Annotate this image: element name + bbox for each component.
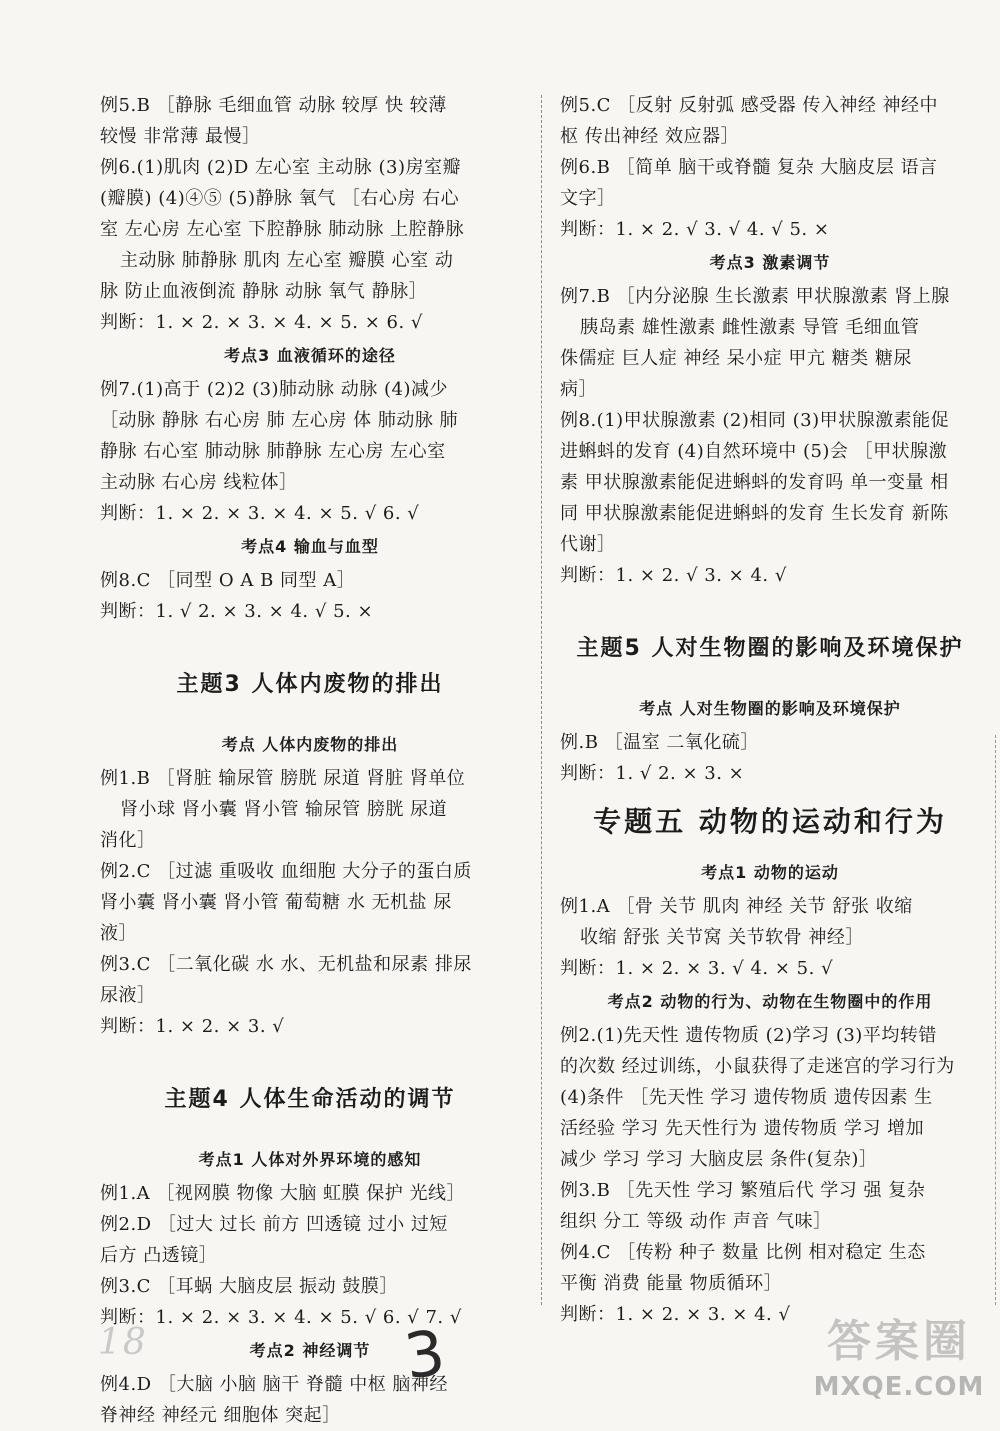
answer-line: 肾小囊 肾小囊 肾小管 葡萄糖 水 无机盐 尿: [100, 892, 452, 913]
answer-line: 例1.A ［骨 关节 肌肉 神经 关节 舒张 收缩: [560, 896, 913, 917]
answer-line: 脊神经 神经元 细胞体 突起］: [100, 1405, 341, 1426]
answer-line: 平衡 消费 能量 物质循环］: [560, 1273, 783, 1294]
right-column: [560, 90, 980, 1330]
answer-line: ［动脉 静脉 右心房 肺 左心房 体 肺动脉 肺: [100, 410, 459, 431]
answer-line: 例6.(1)肌肉 (2)D 左心室 主动脉 (3)房室瓣: [100, 157, 461, 178]
answer-line: 组织 分工 等级 动作 声音 气味］: [560, 1211, 832, 1232]
answer-line: 判断：1. × 2. × 3. × 4. × 5. √ 6. √: [100, 503, 420, 524]
page-number: 18: [98, 1322, 148, 1363]
answer-line: 判断：1. × 2. × 3. × 4. √: [560, 1304, 791, 1325]
answer-line: 例7.(1)高于 (2)2 (3)肺动脉 动脉 (4)减少: [100, 379, 448, 400]
section-gap: [100, 627, 520, 643]
answer-line: 文字］: [560, 188, 616, 209]
watermark-logo: [804, 1312, 994, 1412]
topic-heading: 专题五 动物的运动和行为: [593, 805, 947, 838]
handwritten-mark: 3: [400, 1315, 450, 1394]
answer-line: 判断：1. × 2. √ 3. × 4. √: [560, 565, 787, 586]
answer-line: 判断：1. × 2. √ 3. √ 4. √ 5. ×: [560, 219, 830, 240]
answer-line: 例3.C ［二氧化碳 水 水、无机盐和尿素 排尿: [100, 954, 472, 975]
exam-point-heading: 考点 人对生物圈的影响及环境保护: [639, 699, 901, 718]
exam-point-heading: 考点3 血液循环的途径: [224, 346, 396, 365]
answer-line: 静脉 右心室 肺动脉 肺静脉 左心房 左心室: [100, 441, 446, 462]
answer-line: 例6.B ［简单 脑干或脊髓 复杂 大脑皮层 语言: [560, 157, 938, 178]
answer-line: 例4.C ［传粉 种子 数量 比例 相对稳定 生态: [560, 1242, 926, 1263]
answer-line: 后方 凸透镜］: [100, 1245, 218, 1266]
answer-line: (4)条件 ［先天性 学习 遗传物质 遗传因素 生: [560, 1087, 933, 1108]
theme-heading: 主题4 人体生命活动的调节: [164, 1087, 456, 1112]
answer-line: 例2.D ［过大 过长 前方 凹透镜 过小 过短: [100, 1214, 448, 1235]
answer-line: 判断：1. √ 2. × 3. ×: [560, 763, 745, 784]
answer-line: 脉 防止血液倒流 静脉 动脉 氧气 静脉］: [100, 281, 428, 302]
answer-line: 例8.C ［同型 O A B 同型 A］: [100, 570, 356, 591]
answer-line: 例.B ［温室 二氧化硫］: [560, 732, 759, 753]
exam-point-heading: 考点3 激素调节: [709, 253, 831, 272]
section-gap: [100, 1042, 520, 1058]
answer-line: 判断：1. × 2. × 3. √ 4. × 5. √: [560, 958, 834, 979]
answer-line: 枢 传出神经 效应器］: [560, 126, 739, 147]
answer-line: 例1.A ［视网膜 物像 大脑 虹膜 保护 光线］: [100, 1183, 466, 1204]
answer-line: 判断：1. × 2. × 3. × 4. × 5. √ 6. √ 7. √: [100, 1307, 462, 1328]
answer-line: (瓣膜) (4)④⑤ (5)静脉 氧气 ［右心房 右心: [100, 188, 460, 209]
answer-line: 例5.B ［静脉 毛细血管 动脉 较厚 快 较薄: [100, 95, 447, 116]
answer-line: 主动脉 右心房 线粒体］: [100, 472, 298, 493]
answer-line: 例3.C ［耳蜗 大脑皮层 振动 鼓膜］: [100, 1276, 398, 1297]
answer-line: 进蝌蚪的发育 (4)自然环境中 (5)会 ［甲状腺激: [560, 441, 948, 462]
answer-line: 例7.B ［内分泌腺 生长激素 甲状腺激素 肾上腺: [560, 286, 950, 307]
exam-point-heading: 考点2 动物的行为、动物在生物圈中的作用: [607, 992, 933, 1011]
watermark-logo-text: 答案圈: [827, 1316, 971, 1367]
answer-line: 例3.B ［先天性 学习 繁殖后代 学习 强 复杂: [560, 1180, 926, 1201]
answer-line: 较慢 非常薄 最慢］: [100, 126, 261, 147]
answer-line: 例2.(1)先天性 遗传物质 (2)学习 (3)平均转错: [560, 1025, 937, 1046]
answer-line: 例4.D ［大脑 小脑 脑干 脊髓 中枢 脑神经: [100, 1374, 448, 1395]
watermark-url: MXQE.COM: [813, 1372, 985, 1402]
exam-point-heading: 考点 人体内废物的排出: [221, 735, 399, 754]
answer-line: 液］: [100, 923, 137, 944]
section-gap: [560, 591, 980, 607]
answer-line: 判断：1. × 2. × 3. × 4. × 5. × 6. √: [100, 312, 423, 333]
answer-line: 肾小球 肾小囊 肾小管 输尿管 膀胱 尿道: [120, 799, 448, 820]
left-column: [100, 90, 520, 1431]
exam-point-heading: 考点4 输血与血型: [241, 537, 379, 556]
answer-line: 室 左心房 左心室 下腔静脉 肺动脉 上腔静脉: [100, 219, 465, 240]
answer-line: 侏儒症 巨人症 神经 呆小症 甲亢 糖类 糖尿: [560, 348, 912, 369]
exam-point-heading: 考点2 神经调节: [249, 1341, 371, 1360]
theme-heading: 主题3 人体内废物的排出: [176, 672, 444, 697]
answer-line: 主动脉 肺静脉 肌肉 左心室 瓣膜 心室 动: [120, 250, 454, 271]
answer-line: 活经验 学习 先天性行为 遗传物质 学习 增加: [560, 1118, 925, 1139]
answer-line: 例5.C ［反射 反射弧 感受器 传入神经 神经中: [560, 95, 939, 116]
answer-line: 消化］: [100, 830, 156, 851]
exam-point-heading: 考点1 人体对外界环境的感知: [198, 1150, 422, 1169]
right-edge-dash: [995, 735, 996, 1305]
answer-line: 素 甲状腺激素能促进蝌蚪的发育吗 单一变量 相: [560, 472, 949, 493]
theme-heading: 主题5 人对生物圈的影响及环境保护: [576, 636, 964, 661]
answer-line: 胰岛素 雄性激素 雌性激素 导管 毛细血管: [580, 317, 920, 338]
answer-line: 同 甲状腺激素能促进蝌蚪的发育 生长发育 新陈: [560, 503, 949, 524]
answer-line: 尿液］: [100, 985, 156, 1006]
answer-line: 例2.C ［过滤 重吸收 血细胞 大分子的蛋白质: [100, 861, 472, 882]
answer-line: 例1.B ［肾脏 输尿管 膀胱 尿道 肾脏 肾单位: [100, 768, 466, 789]
exam-point-heading: 考点1 动物的运动: [701, 863, 839, 882]
answer-line: 病］: [560, 379, 597, 400]
answer-line: 的次数 经过训练，小鼠获得了走迷宫的学习行为: [560, 1056, 955, 1077]
answer-line: 减少 学习 学习 大脑皮层 条件(复杂)］: [560, 1149, 878, 1170]
answer-line: 代谢］: [560, 534, 616, 555]
answer-line: 判断：1. × 2. × 3. √: [100, 1016, 285, 1037]
answer-line: 判断：1. √ 2. × 3. × 4. √ 5. ×: [100, 601, 374, 622]
answer-line: 收缩 舒张 关节窝 关节软骨 神经］: [580, 927, 864, 948]
column-divider: [541, 95, 542, 1305]
answer-line: 例8.(1)甲状腺激素 (2)相同 (3)甲状腺激素能促: [560, 410, 950, 431]
